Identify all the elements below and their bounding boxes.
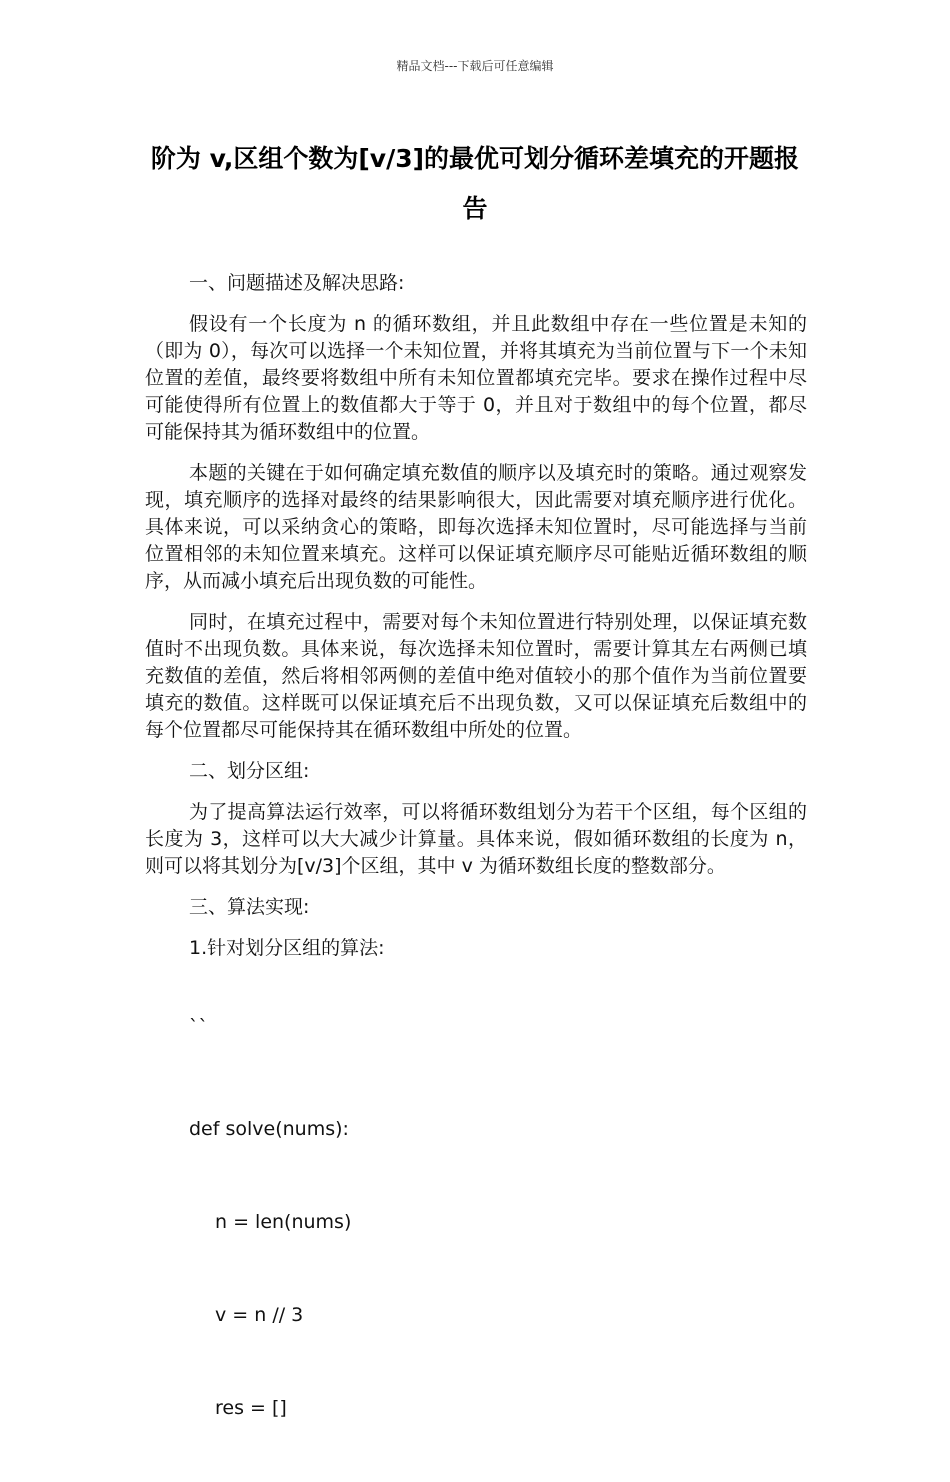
code-line-def: def solve(nums): <box>189 1118 349 1140</box>
code-block <box>145 962 807 1482</box>
paragraph-4: 为了提高算法运行效率，可以将循环数组划分为若干个区组，每个区组的长度为 3，这样可以大大减少计算量。具体来说，假如循环数组的长度为 n，则可以将其划分为[v/3]个区组，其中 v 为循环数组长度的整数部分。 <box>145 801 807 877</box>
code-line-res: res = [] <box>215 1397 287 1419</box>
document-title: 阶为 v,区组个数为[v/3]的最优可划分循环差填充的开题报告 <box>150 144 800 223</box>
code-line-n: n = len(nums) <box>215 1211 352 1233</box>
page-header: 精品文档---下载后可任意编辑 <box>396 59 554 73</box>
document-body <box>145 270 807 1482</box>
code-fence: `` <box>189 1016 208 1038</box>
paragraph-3: 同时，在填充过程中，需要对每个未知位置进行特别处理，以保证填充数值时不出现负数。具体来说，每次选择未知位置时，需要计算其左右两侧已填充数值的差值，然后将相邻两侧的差值中绝对值较小的那个值作为当前位置要填充的数值。这样既可以保证填充后不出现负数，又可以保证填充后数组中的每个位置都尽可能保持其在循环数组中所处的位置。 <box>145 611 807 741</box>
section-heading-1: 一、问题描述及解决思路: <box>189 272 405 294</box>
subsection-heading: 1.针对划分区组的算法: <box>189 937 385 959</box>
code-line-v: v = n // 3 <box>215 1304 304 1326</box>
section-heading-2: 二、划分区组: <box>189 760 310 782</box>
paragraph-1: 假设有一个长度为 n 的循环数组，并且此数组中存在一些位置是未知的（即为 0），每次可以选择一个未知位置，并将其填充为当前位置与下一个未知位置的差值，最终要将数组中所有未知位置都填充完毕。要求在操作过程中尽可能使得所有位置上的数值都大于等于 0，并且对于数组中的每个位置，都尽可能保持其为循环数组中的位置。 <box>145 313 807 443</box>
section-heading-3: 三、算法实现: <box>189 896 310 918</box>
paragraph-2: 本题的关键在于如何确定填充数值的顺序以及填充时的策略。通过观察发现，填充顺序的选择对最终的结果影响很大，因此需要对填充顺序进行优化。具体来说，可以采纳贪心的策略，即每次选择未知位置时，尽可能选择与当前位置相邻的未知位置来填充。这样可以保证填充顺序尽可能贴近循环数组的顺序，从而减小填充后出现负数的可能性。 <box>145 462 807 592</box>
